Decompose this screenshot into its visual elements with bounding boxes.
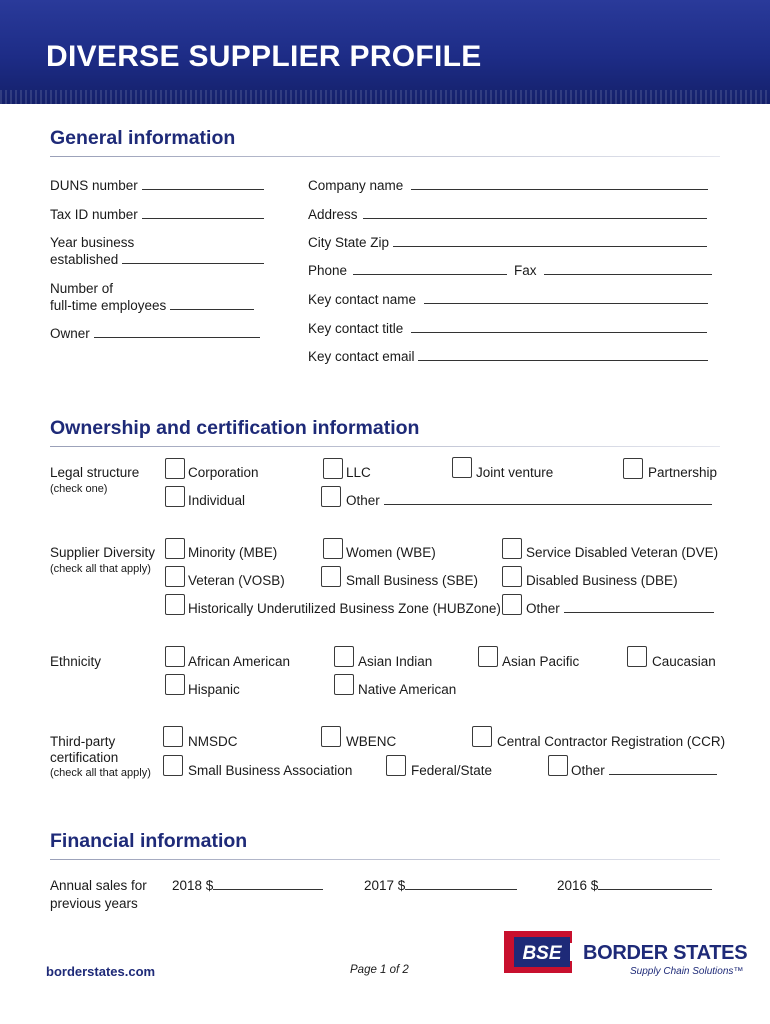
vosb-label: Veteran (VOSB) [188,573,285,588]
native-american-checkbox[interactable] [334,674,354,695]
wbe-label: Women (WBE) [346,545,436,560]
year-established-label: Year business [50,235,135,250]
sbe-checkbox[interactable] [321,566,341,587]
dbe-checkbox[interactable] [502,566,522,587]
diversity-other-field[interactable]: Other [526,601,714,617]
wbenc-checkbox[interactable] [321,726,341,747]
llc-checkbox[interactable] [323,458,343,479]
tax-id-field[interactable]: Tax ID number [50,207,264,223]
website-link[interactable]: borderstates.com [46,964,156,979]
logo-abbr: BSE [522,943,562,964]
asian-indian-label: Asian Indian [358,654,433,669]
key-contact-name-field[interactable]: Key contact name [308,292,708,308]
financial-heading: Financial information [50,830,248,852]
thirdparty-other-field[interactable]: Other [571,763,717,779]
general-heading: General information [50,127,236,149]
hubzone-checkbox[interactable] [165,594,185,615]
key-contact-email-field[interactable]: Key contact email [308,349,708,365]
ownership-heading: Ownership and certification information [50,417,420,439]
address-field[interactable]: Address [308,207,707,223]
wbe-checkbox[interactable] [323,538,343,559]
caucasian-label: Caucasian [652,654,716,669]
partnership-label: Partnership [648,465,718,480]
year-established-field[interactable]: established [50,252,264,268]
diversity-other-checkbox[interactable] [502,594,522,615]
employees-field[interactable]: full-time employees [50,298,254,314]
financial-divider [50,859,720,860]
asian-pacific-checkbox[interactable] [478,646,498,667]
hispanic-label: Hispanic [188,682,240,697]
asian-indian-checkbox[interactable] [334,646,354,667]
dve-label: Service Disabled Veteran (DVE) [526,545,719,560]
caucasian-checkbox[interactable] [627,646,647,667]
dbe-label: Disabled Business (DBE) [526,573,678,588]
legal-other-checkbox[interactable] [321,486,341,507]
nmsdc-label: NMSDC [188,734,238,749]
ccr-checkbox[interactable] [472,726,492,747]
sales-2018-field[interactable]: 2018 $ [172,878,323,894]
sales-2016-field[interactable]: 2016 $ [557,878,712,894]
mbe-label: Minority (MBE) [188,545,278,560]
company-name-field[interactable]: Company name [308,178,708,194]
nmsdc-checkbox[interactable] [163,726,183,747]
federal-state-label: Federal/State [411,763,493,778]
owner-field[interactable]: Owner [50,326,260,342]
employees-label: Number of [50,281,114,296]
legal-structure-label: Legal structure [50,465,140,480]
ccr-label: Central Contractor Registration (CCR) [497,734,726,749]
mbe-checkbox[interactable] [165,538,185,559]
annual-sales-label-2: previous years [50,896,138,911]
wbenc-label: WBENC [346,734,397,749]
corporation-label: Corporation [188,465,259,480]
fax-field[interactable]: Fax [514,263,712,279]
general-divider [50,156,720,157]
llc-label: LLC [346,465,371,480]
hispanic-checkbox[interactable] [165,674,185,695]
native-american-label: Native American [358,682,457,697]
third-party-label-1: Third-party [50,734,116,749]
dve-checkbox[interactable] [502,538,522,559]
legal-other-field[interactable]: Other [346,493,712,509]
individual-label: Individual [188,493,246,508]
african-american-checkbox[interactable] [165,646,185,667]
company-tagline: Supply Chain Solutions™ [630,966,744,977]
supplier-diversity-hint: (check all that apply) [50,563,151,575]
corporation-checkbox[interactable] [165,458,185,479]
phone-field[interactable]: Phone [308,263,507,279]
partnership-checkbox[interactable] [623,458,643,479]
joint-venture-label: Joint venture [476,465,554,480]
asian-pacific-label: Asian Pacific [502,654,580,669]
page-title: DIVERSE SUPPLIER PROFILE [46,40,482,73]
supplier-diversity-label: Supplier Diversity [50,545,156,560]
annual-sales-label-1: Annual sales for [50,878,147,893]
federal-state-checkbox[interactable] [386,755,406,776]
sba-label: Small Business Association [188,763,353,778]
thirdparty-other-checkbox[interactable] [548,755,568,776]
duns-field[interactable]: DUNS number [50,178,264,194]
legal-structure-hint: (check one) [50,483,108,495]
ethnicity-label: Ethnicity [50,654,102,669]
sbe-label: Small Business (SBE) [346,573,479,588]
key-contact-title-field[interactable]: Key contact title [308,321,707,337]
hubzone-label: Historically Underutilized Business Zone (HUBZone) [188,601,501,616]
vosb-checkbox[interactable] [165,566,185,587]
ownership-divider [50,446,720,447]
third-party-hint: (check all that apply) [50,767,151,779]
city-state-zip-field[interactable]: City State Zip [308,235,707,251]
sales-2017-field[interactable]: 2017 $ [364,878,517,894]
sba-checkbox[interactable] [163,755,183,776]
company-name: BORDER STATES [583,942,748,964]
joint-venture-checkbox[interactable] [452,457,472,478]
bse-logo-icon [500,929,576,975]
page-number: Page 1 of 2 [350,964,409,976]
african-american-label: African American [188,654,291,669]
individual-checkbox[interactable] [165,486,185,507]
third-party-label-2: certification [50,750,119,765]
